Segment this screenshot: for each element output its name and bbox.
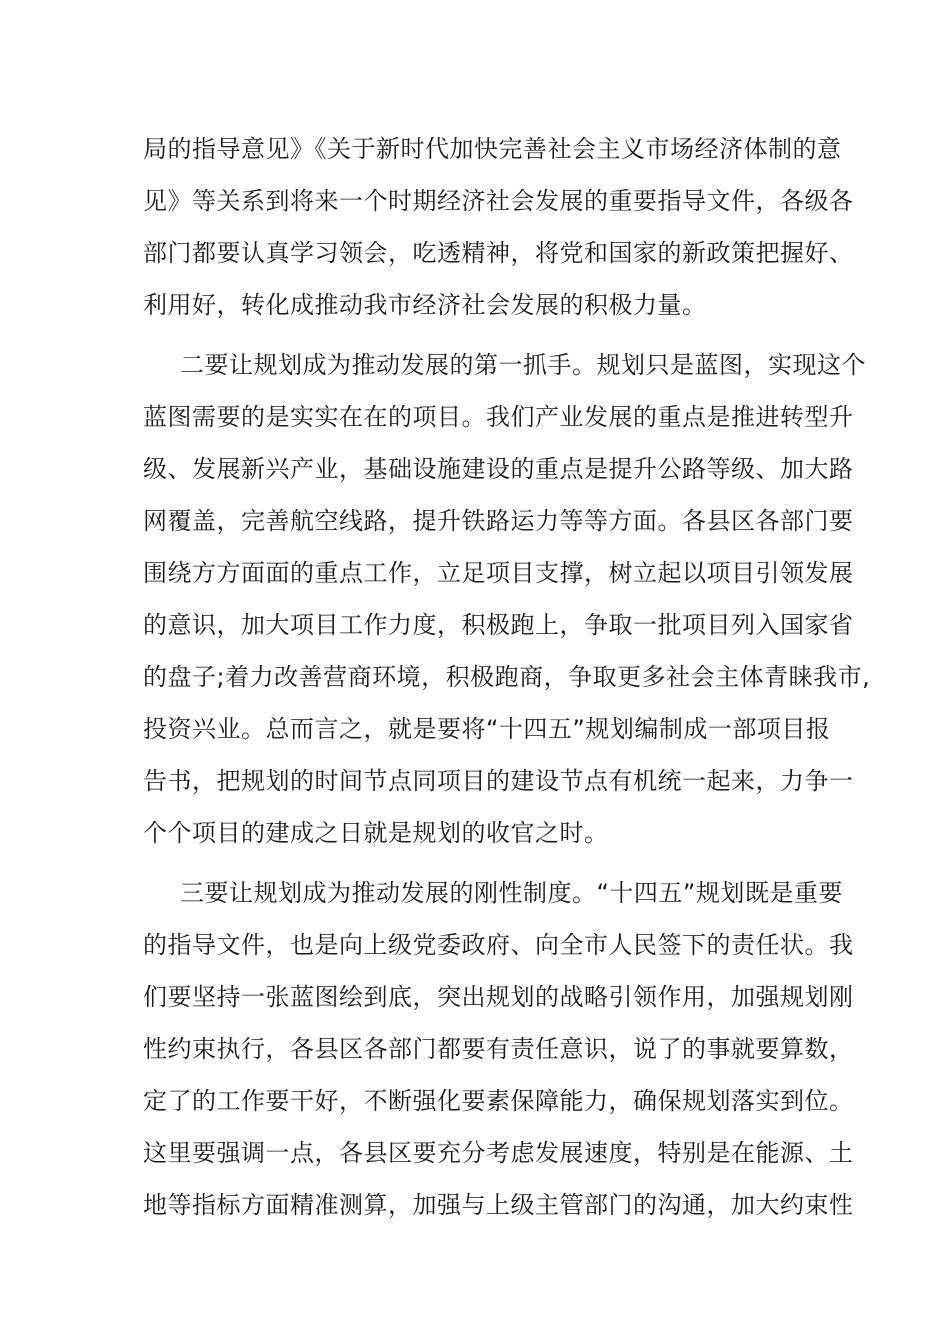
- text-line: 部门都要认真学习领会，吃透精神，将党和国家的新政策把握好、: [143, 239, 854, 267]
- paragraph-start-line: 三要让规划成为推动发展的刚性制度。“十四五”规划既是重要: [180, 879, 843, 907]
- text-line: 蓝图需要的是实实在在的项目。我们产业发展的重点是推进转型升: [143, 403, 854, 431]
- text-line: 的意识，加大项目工作力度，积极跑上，争取一批项目列入国家省: [143, 611, 854, 639]
- text-line: 围绕方方面面的重点工作，立足项目支撑，树立起以项目引领发展: [143, 559, 854, 587]
- text-line: 见》等关系到将来一个时期经济社会发展的重要指导文件，各级各: [143, 187, 854, 215]
- text-line: 局的指导意见》《关于新时代加快完善社会主义市场经济体制的意: [143, 135, 842, 163]
- text-line: 性约束执行，各县区各部门都要有责任意识，说了的事就要算数，: [143, 1035, 854, 1063]
- text-line: 们要坚持一张蓝图绘到底，突出规划的战略引领作用，加强规划刚: [143, 983, 854, 1011]
- paragraph-start-line: 二要让规划成为推动发展的第一抓手。规划只是蓝图，实现这个: [180, 351, 866, 379]
- text-line: 的盘子;着力改善营商环境，积极跑商，争取更多社会主体青睐我市,: [143, 663, 871, 691]
- text-line: 级、发展新兴产业，基础设施建设的重点是提升公路等级、加大路: [143, 455, 854, 483]
- text-line: 地等指标方面精准测算，加强与上级主管部门的沟通，加大约束性: [143, 1191, 854, 1219]
- text-line: 利用好，转化成推动我市经济社会发展的积极力量。: [143, 291, 707, 319]
- text-line: 个个项目的建成之日就是规划的收官之时。: [143, 819, 609, 847]
- text-line: 告书，把规划的时间节点同项目的建设节点有机统一起来，力争一: [143, 767, 854, 795]
- text-line: 网覆盖，完善航空线路，提升铁路运力等等方面。各县区各部门要: [143, 507, 854, 535]
- text-line: 的指导文件，也是向上级党委政府、向全市人民签下的责任状。我: [143, 931, 854, 959]
- text-line: 投资兴业。总而言之，就是要将“十四五”规划编制成一部项目报: [143, 715, 831, 743]
- text-line: 定了的工作要干好，不断强化要素保障能力，确保规划落实到位。: [143, 1087, 854, 1115]
- text-line: 这里要强调一点，各县区要充分考虑发展速度，特别是在能源、土: [143, 1139, 854, 1167]
